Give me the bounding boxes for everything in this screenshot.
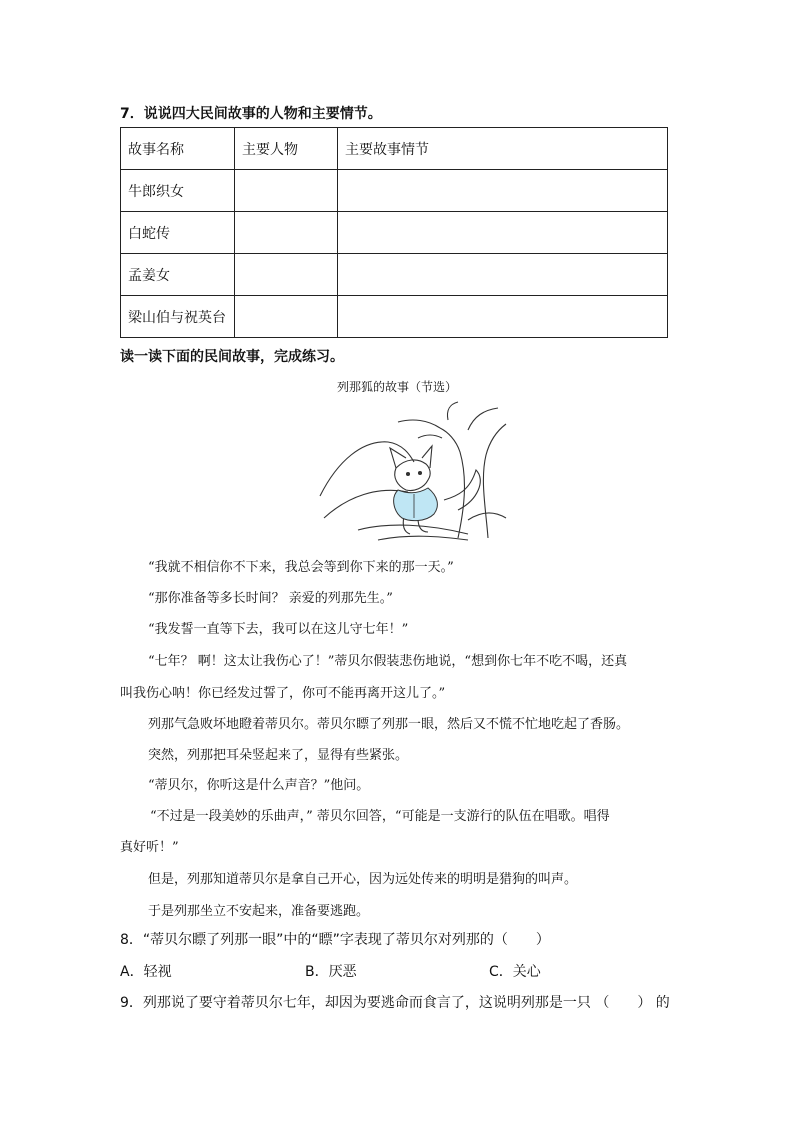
- story-paragraph: “我发誓一直等下去，我可以在这儿守七年！”: [148, 622, 409, 637]
- characters-answer-cell[interactable]: [235, 296, 338, 338]
- question-7-title: 7．说说四大民间故事的人物和主要情节。: [120, 106, 382, 122]
- question-8-text: 8．“蒂贝尔瞟了列那一眼”中的“瞟”字表现了蒂贝尔对列那的（ ）: [120, 932, 550, 948]
- plot-answer-cell[interactable]: [338, 296, 668, 338]
- story-paragraph: “那你准备等多长时间？ 亲爱的列那先生。”: [148, 591, 393, 606]
- reading-intro: 读一读下面的民间故事，完成练习。: [120, 349, 344, 365]
- characters-answer-cell[interactable]: [235, 212, 338, 254]
- story-table: [120, 127, 668, 338]
- story-paragraph: “七年？ 啊！这太让我伤心了！”蒂贝尔假装悲伤地说，“想到你七年不吃不喝，还真: [148, 654, 628, 669]
- header-main-plot: 主要故事情节: [338, 128, 668, 170]
- table-row: [121, 170, 668, 212]
- story-name-cell: 白蛇传: [121, 212, 235, 254]
- story-paragraph: 于是列那坐立不安起来，准备要逃跑。: [148, 904, 370, 919]
- story-name-cell: 梁山伯与祝英台: [121, 296, 235, 338]
- characters-answer-cell[interactable]: [235, 254, 338, 296]
- table-row: [121, 212, 668, 254]
- story-paragraph: 列那气急败坏地瞪着蒂贝尔。蒂贝尔瞟了列那一眼，然后又不慌不忙地吃起了香肠。: [148, 717, 630, 732]
- option-c[interactable]: C．关心: [489, 964, 541, 980]
- story-paragraph: 叫我伤心呐！你已经发过誓了，你可不能再离开这儿了。”: [120, 686, 446, 701]
- table-header-row: [121, 128, 668, 170]
- header-story-name: 故事名称: [121, 128, 235, 170]
- characters-answer-cell[interactable]: [235, 170, 338, 212]
- header-main-characters: 主要人物: [235, 128, 338, 170]
- plot-answer-cell[interactable]: [338, 170, 668, 212]
- option-a[interactable]: A．轻视: [120, 964, 172, 980]
- fox-illustration: [318, 400, 508, 542]
- story-paragraph: 但是，列那知道蒂贝尔是拿自己开心，因为远处传来的明明是猎狗的叫声。: [148, 872, 578, 887]
- story-title: 列那狐的故事（节选）: [336, 380, 457, 394]
- story-name-cell: 孟姜女: [121, 254, 235, 296]
- story-paragraph: “我就不相信你不下来，我总会等到你下来的那一天。”: [148, 560, 454, 575]
- plot-answer-cell[interactable]: [338, 212, 668, 254]
- story-name-cell: 牛郎织女: [121, 170, 235, 212]
- table-row: [121, 296, 668, 338]
- plot-answer-cell[interactable]: [338, 254, 668, 296]
- table-row: [121, 254, 668, 296]
- option-b[interactable]: B．厌恶: [305, 964, 357, 980]
- story-paragraph: 突然，列那把耳朵竖起来了，显得有些紧张。: [148, 748, 409, 763]
- story-paragraph: 真好听！”: [120, 840, 179, 855]
- question-9-text: 9．列那说了要守着蒂贝尔七年，却因为要逃命而食言了，这说明列那是一只 （ ） 的: [120, 995, 670, 1011]
- story-paragraph: “不过是一段美妙的乐曲声，” 蒂贝尔回答，“可能是一支游行的队伍在唱歌。唱得: [150, 809, 610, 824]
- story-paragraph: “蒂贝尔，你听这是什么声音？”他问。: [148, 778, 370, 793]
